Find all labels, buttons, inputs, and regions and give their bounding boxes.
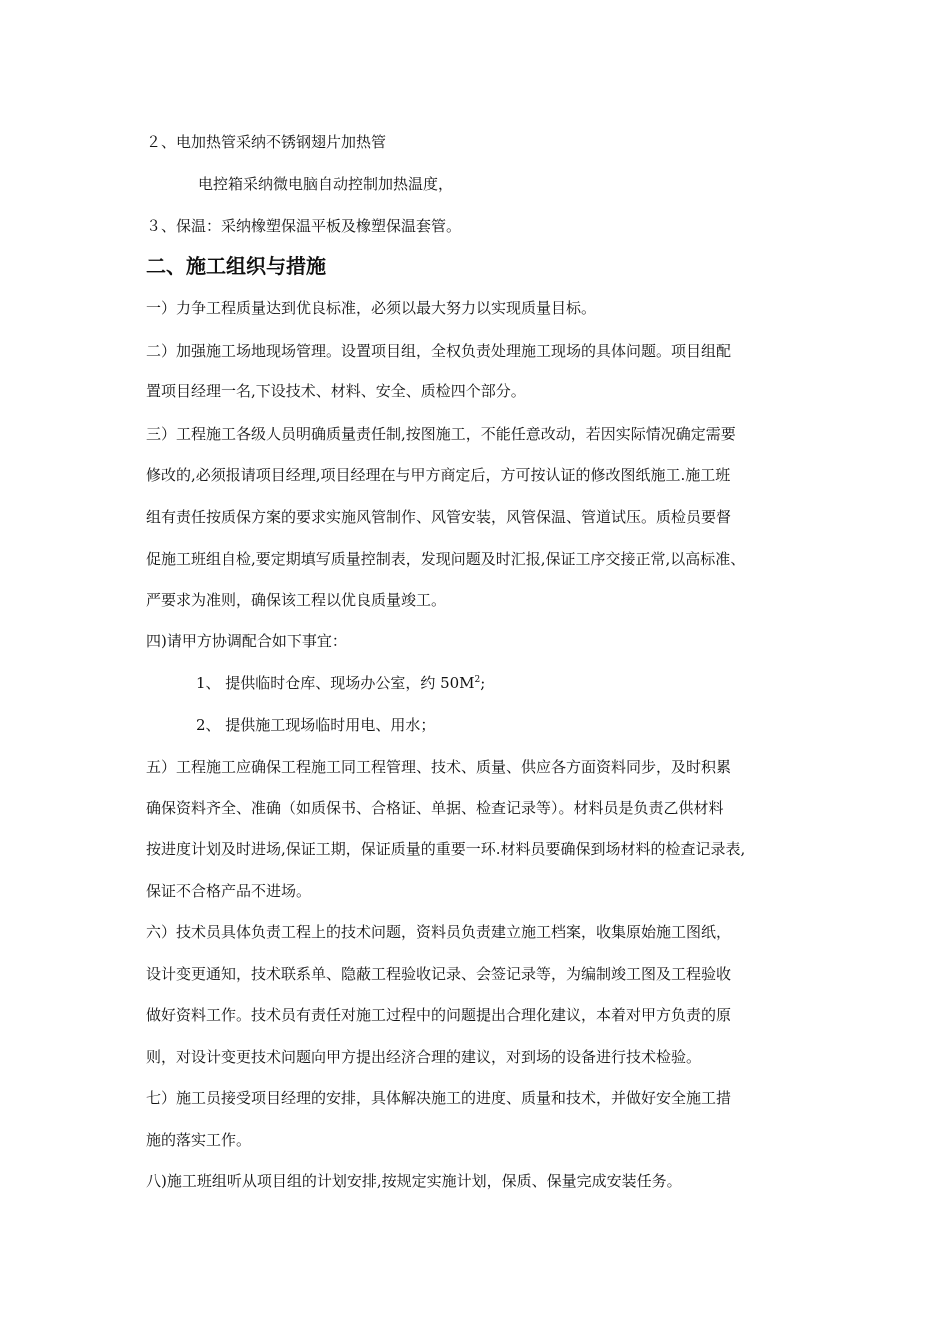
paragraph-3-line-2: 修改的,必须报请项目经理,项目经理在与甲方商定后，方可按认证的修改图纸施工.施工班	[146, 466, 731, 484]
paragraph-6-line-2: 设计变更通知，技术联系单、隐蔽工程验收记录、会签记录等，为编制竣工图及工程验收	[146, 965, 732, 983]
paragraph-3-line-5: 严要求为准则，确保该工程以优良质量竣工。	[146, 591, 447, 609]
paragraph-8-line-1: 八)施工班组听从项目组的计划安排,按规定实施计划，保质、保量完成安装任务。	[146, 1172, 682, 1190]
paragraph-3-line-4: 促施工班组自检,要定期填写质量控制表，发现问题及时汇报,保证工序交接正常,以高标准、	[146, 550, 746, 568]
paragraph-4-intro: 四)请甲方协调配合如下事宜：	[146, 632, 347, 650]
paragraph-6-line-1: 六）技术员具体负责工程上的技术问题，资料员负责建立施工档案，收集原始施工图纸，	[146, 923, 732, 941]
paragraph-6-line-3: 做好资料工作。技术员有责任对施工过程中的问题提出合理化建议，本着对甲方负责的原	[146, 1006, 732, 1024]
paragraph-3-line-3: 组有责任按质保方案的要求实施风管制作、风管安装，风管保温、管道试压。质检员要督	[146, 508, 732, 526]
paragraph-5-line-4: 保证不合格产品不进场。	[146, 882, 312, 900]
paragraph-2-line-1: 二）加强施工场地现场管理。设置项目组，全权负责处理施工现场的具体问题。项目组配	[146, 342, 732, 360]
insulation-item-3: ３、保温：采纳橡塑保温平板及橡塑保温套管。	[146, 217, 462, 235]
paragraph-7-line-1: 七）施工员接受项目经理的安排，具体解决施工的进度、质量和技术，并做好安全施工措	[146, 1089, 732, 1107]
section-heading: 二、施工组织与措施	[146, 254, 326, 278]
control-box-line: 电控箱采纳微电脑自动控制加热温度，	[198, 175, 454, 193]
paragraph-2-line-2: 置项目经理一名,下设技术、材料、安全、质检四个部分。	[146, 382, 526, 400]
paragraph-3-line-1: 三）工程施工各级人员明确质量责任制,按图施工，不能任意改动，若因实际情况确定需要	[146, 425, 736, 443]
equipment-item-2: ２、电加热管采纳不锈钢翅片加热管	[146, 133, 387, 151]
request-item-1-text: 1、 提供临时仓库、现场办公室，约 50M	[196, 674, 475, 692]
request-item-2: 2、 提供施工现场临时用电、用水；	[196, 716, 436, 734]
paragraph-1-line-1: 一）力争工程质量达到优良标准，必须以最大努力以实现质量目标。	[146, 299, 597, 317]
request-item-1-end: ;	[480, 674, 486, 692]
paragraph-6-line-4: 则，对设计变更技术问题向甲方提出经济合理的建议，对到场的设备进行技术检验。	[146, 1048, 702, 1066]
paragraph-5-line-1: 五）工程施工应确保工程施工同工程管理、技术、质量、供应各方面资料同步，及时积累	[146, 758, 732, 776]
request-item-1	[196, 672, 485, 694]
paragraph-5-line-3: 按进度计划及时进场,保证工期，保证质量的重要一环.材料员要确保到场材料的检查记录表,	[146, 840, 746, 858]
superscript-2: 2	[474, 675, 481, 685]
paragraph-7-line-2: 施的落实工作。	[146, 1131, 252, 1149]
paragraph-5-line-2: 确保资料齐全、准确（如质保书、合格证、单据、检查记录等）。材料员是负责乙供材料	[146, 799, 724, 817]
